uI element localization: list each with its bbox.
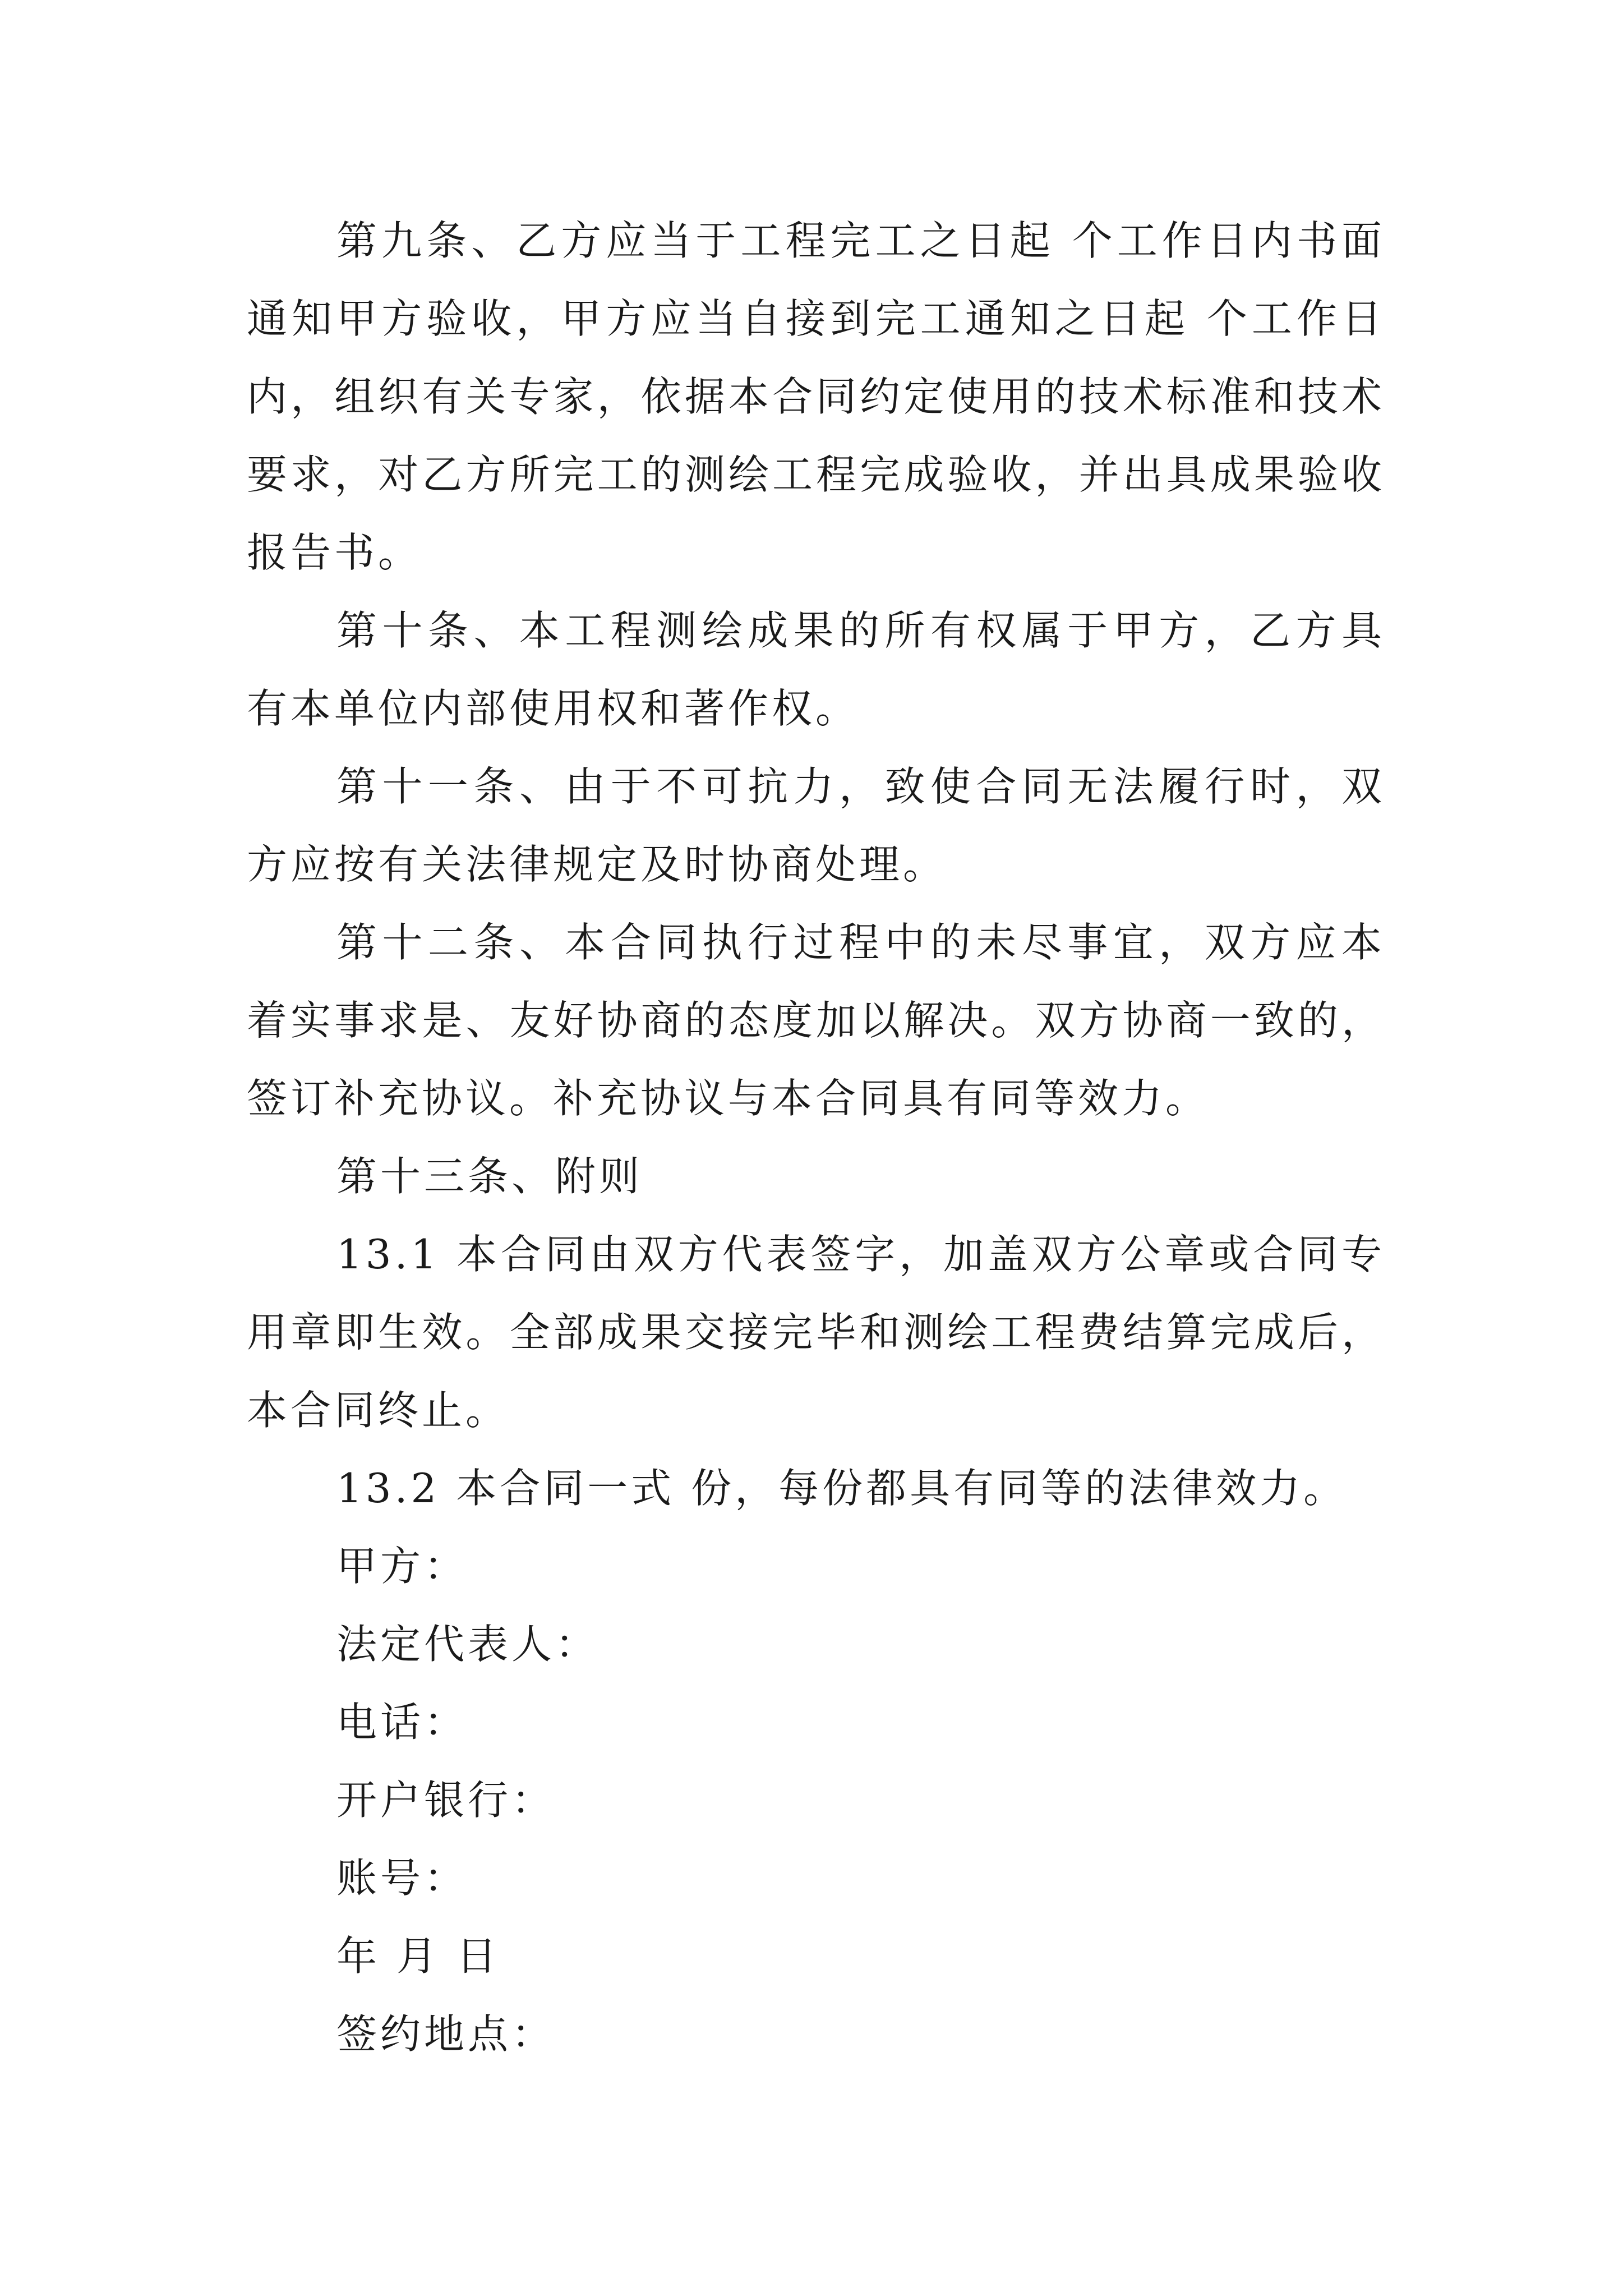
clause-13-2-line: 13.2 本合同一式 份，每份都具有同等的法律效力。 [336,1465,1348,1512]
document-page [247,202,1385,2073]
article-12-paragraph: 第十二条、本合同执行过程中的未尽事宜，双方应本着实事求是、友好协商的态度加以解决。双方协商一致的，签订补充协议。补充协议与本合同具有同等效力。 [247,919,1385,1122]
account-field: 账号： [336,1855,468,1902]
signing-location-field: 签约地点： [336,2010,556,2058]
legal-representative-field: 法定代表人： [336,1621,600,1668]
bank-field: 开户银行： [336,1777,556,1824]
article-13-heading: 第十三条、附则 [336,1153,643,1200]
phone-field: 电话： [336,1699,468,1746]
article-11-paragraph: 第十一条、由于不可抗力，致使合同无法履行时，双方应按有关法律规定及时协商处理。 [247,763,1385,888]
date-field: 年 月 日 [336,1932,500,1980]
article-10-paragraph: 第十条、本工程测绘成果的所有权属于甲方，乙方具有本单位内部使用权和著作权。 [247,607,1385,732]
clause-13-1-paragraph: 13.1 本合同由双方代表签字，加盖双方公章或合同专用章即生效。全部成果交接完毕和测绘工程费结算完成后，本合同终止。 [247,1231,1385,1434]
article-9-paragraph: 第九条、乙方应当于工程完工之日起 个工作日内书面通知甲方验收，甲方应当自接到完工通知之日起 个工作日内，组织有关专家，依据本合同约定使用的技术标准和技术要求，对乙方所完工的测绘工程完成验收，并出具成果验收报告书。 [247,217,1385,576]
party-a-field: 甲方： [336,1543,468,1590]
